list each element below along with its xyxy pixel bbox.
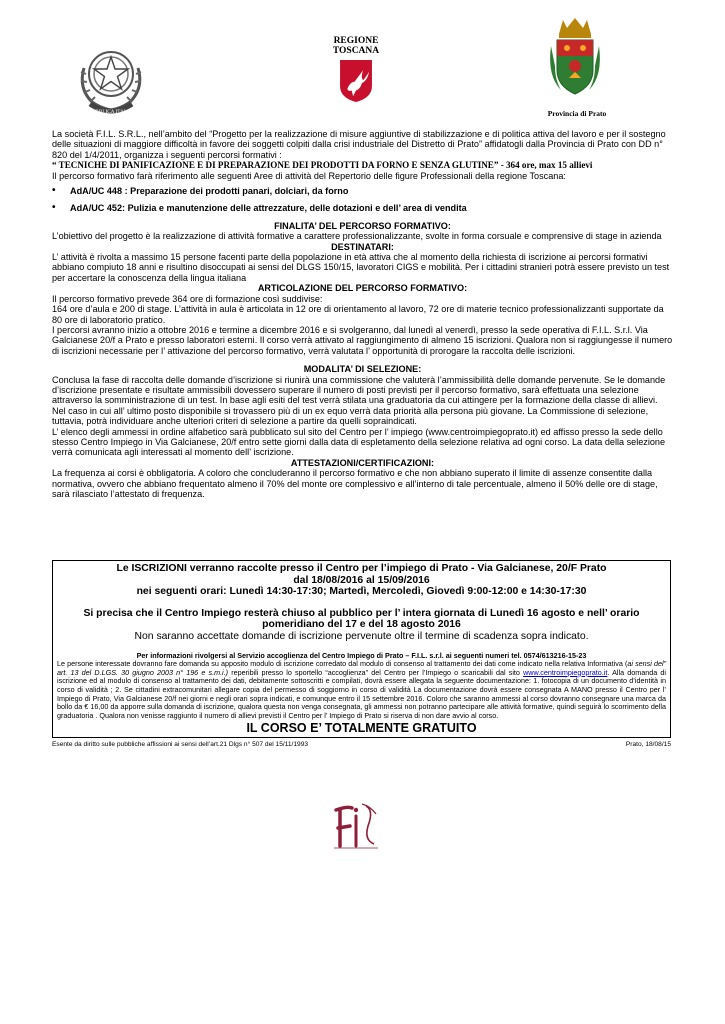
footer-date: Prato, 18/08/15 bbox=[625, 741, 671, 748]
ada-list bbox=[52, 186, 673, 214]
intro-paragraph: La società F.I.L. S.R.L., nell’ambito del “Progetto per la realizzazione di misure aggiuntive di stabilizzazione e di politica attiva del lavoro e per il sostegno delle situazioni di maggiore difficoltà in favore dei soggetti colpiti dalla crisi industriale del Distretto di Prato” affidatogli dalla Provincia di Prato con DD n° 820 del 1/4/2011, organizza i seguenti percorsi formativi : bbox=[52, 129, 666, 160]
attestazioni-heading: ATTESTAZIONI/CERTIFICAZIONI: bbox=[290, 457, 435, 468]
destinatari-text: L’ attività è rivolta a massimo 15 persone facenti parte della popolazione in età attiva che al momento della richiesta di iscrizione ai percorsi formativi abbiano compiuto 18 anni e risultino disoccupati ai sensi del DLGS 150/15, lavoratori CIGS e mobilità. Per i cittadini stranieri potrà essere previsto un test per accertare la conoscenza della lingua italiana bbox=[52, 252, 670, 283]
regione-toscana-label bbox=[314, 36, 398, 56]
attestazioni-text: La frequenza ai corsi è obbligatoria. A coloro che concluderanno il percorso formativo e che non abbiano superato il limite di assenze consentite dalla normativa, ovvero che abbiano frequentato almeno il 70% del monte ore complessivo e all’interno di tale percentuale, almeno il 50% delle ore di stage, sarà rilasciato l’attestato di frequenza. bbox=[52, 468, 658, 499]
selezione-heading: MODALITA’ DI SELEZIONE: bbox=[303, 364, 422, 375]
repubblica-italiana-emblem-icon bbox=[70, 38, 152, 120]
info-text-2: reperibili presso lo sportello “accoglienza” del Centro per l’Impiego o scaricabili dal sito bbox=[228, 667, 524, 677]
selezione-text-2: L’ elenco degli ammessi in ordine alfabetico sarà pubblicato sul sito del Centro per l’ impiego (www.centroimpiegoprato.it) ed affisso presso la sede dello stesso Centro Impiego in Via Galcianese, 20/f entro sette giorni dalla data di espletamento della selezione relativa ad ogni corso. La data della selezione verrà comunicata agli interessati al momento dell’ iscrizione. bbox=[52, 426, 666, 458]
footer-exemption-note: Esente da diritto sulle pubbliche affissioni ai sensi dell’art.21 Dlgs n° 507 del 15/11/1993 bbox=[52, 741, 309, 748]
info-text-3: . Alla domanda di iscrizione ed al modulo di consenso al trattamento dei dati, debitamente sottoscritti e compilati, dovrà essere allegata la seguente documentazione: 1. fotocopia di un documento d’identità in corso di validità ; 2. Se cittadini extracomunitari allegare copia del permesso di soggiorno in corso di validità La documentazione dovrà essere consegnata A MANO presso il Centro per l’ Impiego di Prato, Via Galcianese 20/f nei giorni e negli orari sopra indicati, e comunque entro il 15 settembre 2016. Coloro che saranno ammessi al corso dovranno consegnare una marca da bollo da € 16,00 da apporre sulla domanda di iscrizione, qualora questa non venga consegnata, gli ammessi non potranno partecipare alle attività formative, quindi seguirà lo scorrimento della graduatoria . Qualora non venisse raggiunto il numero di allievi previsti il Centro per l’ Impiego di Prato si riserva di non dare avvio al corso. bbox=[57, 667, 666, 720]
regione-line-1: REGIONE bbox=[333, 36, 379, 46]
regione-line-2: TOSCANA bbox=[332, 46, 380, 56]
destinatari-heading: DESTINATARI: bbox=[331, 241, 394, 252]
iscrizioni-hours: nei seguenti orari: Lunedì 14:30-17:30; Martedì, Mercoledì, Giovedì 9:00-12:00 e 14:30-17:30 bbox=[136, 586, 587, 598]
iscrizioni-line-1: Le ISCRIZIONI verranno raccolte presso il Centro per l’impiego di Prato - Via Galcianese, 20/F Prato bbox=[116, 563, 607, 574]
centro-impiego-website-link[interactable]: www.centroimpiegoprato.it bbox=[523, 667, 608, 677]
info-text-italic: ai sensi del” art. 13 del D.LGS. 30 giugno 2003 n° 196 e s.m.i.) bbox=[57, 659, 666, 677]
selezione-text-1: Conclusa la fase di raccolta delle domande d’iscrizione si riunirà una commissione che valuterà l’ammissibilità delle domande pervenute. Se le domande d’iscrizione presentate e risultate ammissibili dovessero superare il numero di posti previsti per il percorso formativo, sarà effettuata una selezione attraverso la somministrazione di un test. In base agli esiti del test verrà stilata una graduatoria da cui attingere per la formazione della classe di allievi. Nel caso in cui all’ ultimo posto disponibile si trovassero più di un ex equo verrà data priorità alla persona più giovane. La Commissione di selezione, tuttavia, potrà individuare anche ulteriori criteri di selezione a partire da quelli sopraindicati. bbox=[52, 374, 666, 427]
closure-notice: Si precisa che il Centro Impiego resterà chiuso al pubblico per l’ intera giornata di Lunedì 16 agosto e nell’ orario pomeridiano del 17 e del 18 agosto 2016 bbox=[83, 607, 640, 631]
info-text-1: Le persone interessate dovranno fare domanda su apposito modulo di iscrizione corredato dal modulo di consenso al trattamento dei dati come indicato nella relativa Informativa ( bbox=[57, 659, 628, 669]
iscrizioni-dates: dal 18/08/2016 al 15/09/2016 bbox=[293, 574, 430, 586]
fil-logo-icon bbox=[330, 800, 382, 854]
course-title: “ TECNICHE DI PANIFICAZIONE E DI PREPARAZIONE DEI PRODOTTI DA FORNO E SENZA GLUTINE” - 364 ore, max 15 allievi bbox=[52, 160, 593, 171]
list-item: • AdA/UC 448 : Preparazione dei prodotti panari, dolciari, da forno bbox=[52, 186, 673, 196]
info-paragraph bbox=[57, 660, 666, 720]
articolazione-heading: ARTICOLAZIONE DEL PERCORSO FORMATIVO: bbox=[257, 283, 468, 294]
deadline-notice: Non saranno accettate domande di iscrizione pervenute oltre il termine di scadenza sopra indicato. bbox=[134, 630, 589, 642]
list-item: • AdA/UC 452: Pulizia e manutenzione delle attrezzature, delle dotazioni e dell’ area di vendita bbox=[52, 203, 673, 213]
provincia-prato-caption: Provincia di Prato bbox=[547, 109, 607, 118]
provincia-prato-coat-of-arms-icon bbox=[541, 16, 609, 104]
iscrizioni-notice-box bbox=[52, 560, 671, 738]
articolazione-text-2: 164 ore d’aula e 200 di stage. L’attività in aula è articolata in 12 ore di orientamento al lavoro, 72 ore di materie tecnico professionalizzanti supportate da 80 ore di laboratorio pratico. bbox=[52, 304, 664, 325]
articolazione-text-3: I percorsi avranno inizio a ottobre 2016 e termine a dicembre 2016 e si svolgeranno, dal lunedì al venerdì, presso la sede operativa di F.I.L. S.r.l. Via Galcianese 20/f a Prato e presso laboratori esterni. Il corso verrà attivato al raggiungimento di almeno 15 iscrizioni. Qualora non si raggiungesse il numero di iscrizioni necessarie per l’ attivazione del percorso formativo, verrà valutata l’ opportunità di prorogare la raccolta delle iscrizioni. bbox=[52, 324, 673, 356]
repubblica-emblem-text: REPVBBLICA ITALIANA bbox=[82, 109, 140, 115]
intro-paragraph-2: Il percorso formativo farà riferimento alle seguenti Aree di attività del Repertorio delle figure Professionali della regione Toscana: bbox=[52, 170, 566, 181]
main-content bbox=[52, 129, 673, 499]
finalita-heading: FINALITA’ DEL PERCORSO FORMATIVO: bbox=[274, 220, 451, 231]
free-course-banner: IL CORSO E’ TOTALMENTE GRATUITO bbox=[246, 721, 477, 736]
info-contacts: Per informazioni rivolgersi al Servizio accoglienza del Centro Impiego di Prato – F.I.L. s.r.l. ai seguenti numeri tel. 0574/613216-15-23 bbox=[136, 650, 587, 660]
regione-toscana-pegasus-icon bbox=[326, 60, 386, 118]
articolazione-text-1: Il percorso formativo prevede 364 ore di formazione così suddivise: bbox=[52, 293, 323, 304]
finalita-text: L’obiettivo del progetto è la realizzazione di attività formative a carattere professionalizzante, svolte in forma corsuale e comprensive di stage in azienda bbox=[52, 231, 662, 242]
